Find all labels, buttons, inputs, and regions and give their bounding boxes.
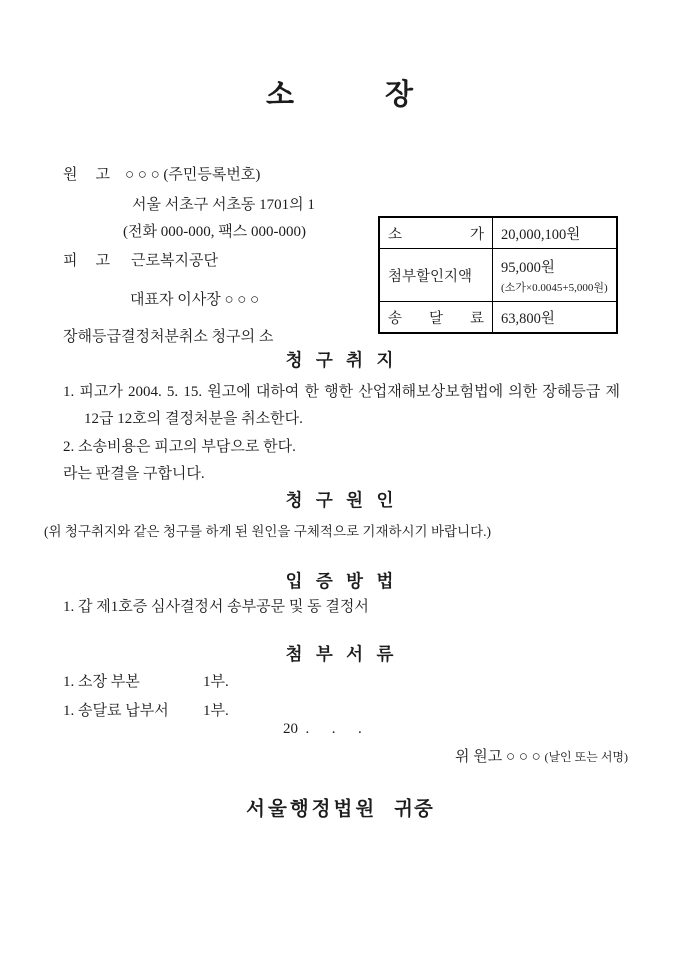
fee-row-stamp xyxy=(379,249,617,302)
fee-label-delivery: 송 달 료 xyxy=(379,302,493,334)
fee-table xyxy=(378,216,618,334)
signature-note: (날인 또는 서명) xyxy=(544,750,628,764)
fee-value-claim-value: 20,000,100원 xyxy=(493,217,618,249)
claim-purpose-heading: 청 구 취 지 xyxy=(285,350,395,370)
date-line: 20 . . . xyxy=(283,721,362,737)
fee-row-delivery xyxy=(379,302,617,334)
signature-plaintiff: 위 원고 ○ ○ ○ xyxy=(455,749,545,765)
claim-purpose-line: 12급 12호의 결정처분을 취소한다. xyxy=(84,411,303,427)
claim-cause-note: (위 청구취지와 같은 청구를 하게 된 원인을 구체적으로 기재하시기 바랍니다.) xyxy=(44,524,492,539)
fee-value-stamp xyxy=(493,249,618,302)
court-name: 서울행정법원 xyxy=(246,799,378,820)
fee-value-delivery: 63,800원 xyxy=(493,302,618,334)
court-line xyxy=(0,793,680,821)
attachments-heading: 첨 부 서 류 xyxy=(285,644,395,664)
attachment-name: 1. 송달료 납부서 xyxy=(63,703,169,719)
plaintiff-name: ○ ○ ○ (주민등록번호) xyxy=(125,167,261,183)
claim-purpose-line: 2. 소송비용은 피고의 부담으로 한다. xyxy=(63,439,296,455)
claim-purpose-line: 1. 피고가 2004. 5. 15. 원고에 대하여 한 행한 산업재해보상보험법에 의한 장해등급 제 xyxy=(63,384,620,400)
plaintiff-contact: (전화 000-000, 팩스 000-000) xyxy=(123,224,306,240)
fee-label-stamp: 첨부할인지액 xyxy=(379,249,493,302)
defendant-representative: 대표자 이사장 ○ ○ ○ xyxy=(130,292,260,308)
defendant-label: 피 고 xyxy=(63,253,110,269)
plaintiff-label: 원 고 xyxy=(63,167,110,183)
court-honorific: 귀중 xyxy=(394,799,434,820)
evidence-item: 1. 갑 제1호증 심사결정서 송부공문 및 동 결정서 xyxy=(63,599,369,615)
signature-line xyxy=(455,745,628,766)
fee-label-claim-value: 소 가 xyxy=(379,217,493,249)
claim-cause-heading: 청 구 원 인 xyxy=(285,490,395,510)
plaintiff-address: 서울 서초구 서초동 1701의 1 xyxy=(132,197,315,213)
defendant-row xyxy=(63,249,110,270)
attachment-count: 1부. xyxy=(203,674,229,690)
attachment-name: 1. 소장 부본 xyxy=(63,674,140,690)
case-title: 장해등급결정처분취소 청구의 소 xyxy=(63,329,274,345)
fee-row-claim-value xyxy=(379,217,617,249)
fee-stamp-amount: 95,000원 xyxy=(501,259,555,276)
plaintiff-row xyxy=(63,163,110,184)
document-title: 소 장 xyxy=(265,79,415,111)
evidence-heading: 입 증 방 법 xyxy=(285,571,395,591)
attachment-count: 1부. xyxy=(203,703,229,719)
defendant-name: 근로복지공단 xyxy=(131,253,218,269)
claim-purpose-line: 라는 판결을 구합니다. xyxy=(63,466,205,482)
fee-stamp-formula: (소가×0.0045+5,000원) xyxy=(501,281,608,294)
